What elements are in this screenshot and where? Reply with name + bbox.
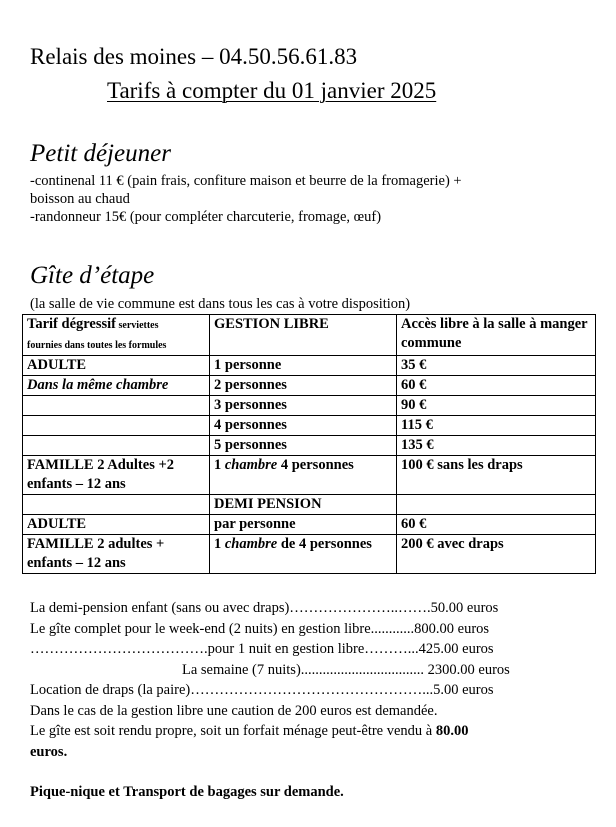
cell-price-100: 100 € sans les draps: [397, 456, 596, 495]
table-row: [23, 396, 596, 416]
header-acces-libre: Accès libre à la salle à manger commune: [397, 315, 596, 356]
table-row: [23, 315, 596, 356]
cell-famille-2-chambre: [210, 535, 397, 574]
chambre-persons: de 4 personnes: [277, 536, 372, 552]
cell-empty: [23, 396, 210, 416]
caution-line: Dans le cas de la gestion libre une caution de 200 euros est demandée.: [30, 702, 438, 719]
cell-empty: [23, 495, 210, 515]
cell-empty: [23, 436, 210, 456]
cell-1-personne: 1 personne: [210, 356, 397, 376]
serviettes-note: serviettes: [116, 320, 159, 331]
table-row: [23, 456, 596, 495]
contact-line: Relais des moines – 04.50.56.61.83: [30, 44, 358, 69]
price-line-demi-pension-enfant: La demi-pension enfant (sans ou avec draps)…………………..…….50.00 euros: [30, 600, 499, 616]
price-line-draps: Location de draps (la paire)…………………………………………...5.00 euros: [30, 682, 494, 698]
cell-price-115: 115 €: [397, 416, 596, 436]
menage-text: Le gîte est soit rendu propre, soit un forfait ménage peut-être vendu à: [30, 723, 436, 739]
cell-price-35: 35 €: [397, 356, 596, 376]
chambre-word: chambre: [224, 457, 278, 473]
cell-famille-2: FAMILLE 2 adultes + enfants – 12 ans: [23, 535, 210, 574]
table-row: [23, 436, 596, 456]
cell-adulte-dp: ADULTE: [23, 515, 210, 535]
tarif-degressif-label: Tarif dégressif: [27, 316, 117, 332]
price-line-semaine: La semaine (7 nuits).................................. 2300.00 euros: [182, 661, 510, 678]
table-row: [23, 356, 596, 376]
petit-dejeuner-desc: [30, 172, 462, 226]
cell-2-personnes: 2 personnes: [210, 376, 397, 396]
table-row: [23, 535, 596, 574]
cell-famille-1-chambre: [210, 456, 397, 495]
serviettes-note-2: fournies dans toutes les formules: [27, 340, 167, 351]
gite-note: (la salle de vie commune est dans tous les cas à votre disposition): [30, 296, 411, 312]
table-row: [23, 416, 596, 436]
cell-demi-pension: DEMI PENSION: [210, 495, 397, 515]
menage-line: [30, 721, 510, 742]
cell-price-60-dp: 60 €: [397, 515, 596, 535]
continental-line-2: boisson au chaud: [30, 191, 130, 207]
cell-empty: [23, 416, 210, 436]
tarifs-heading: Tarifs à compter du 01 janvier 2025: [107, 78, 437, 103]
cell-empty: [397, 495, 596, 515]
table-row: [23, 495, 596, 515]
cell-meme-chambre: Dans la même chambre: [23, 376, 210, 396]
table-row: [23, 376, 596, 396]
chambre-count: 1: [214, 536, 225, 552]
header-gestion-libre: GESTION LIBRE: [210, 315, 397, 356]
cell-price-135: 135 €: [397, 436, 596, 456]
price-list: [30, 598, 510, 803]
cell-adulte: ADULTE: [23, 356, 210, 376]
petit-dejeuner-title: Petit déjeuner: [30, 140, 171, 167]
cell-5-personnes: 5 personnes: [210, 436, 397, 456]
continental-line: -continenal 11 € (pain frais, confiture maison et beurre de la fromagerie) +: [30, 173, 462, 189]
randonneur-line: -randonneur 15€ (pour compléter charcuterie, fromage, œuf): [30, 209, 382, 225]
chambre-persons: 4 personnes: [277, 457, 354, 473]
cell-par-personne: par personne: [210, 515, 397, 535]
cell-price-90: 90 €: [397, 396, 596, 416]
menage-line-2: euros.: [30, 743, 68, 760]
pique-nique-line: Pique-nique et Transport de bagages sur demande.: [30, 784, 344, 800]
cell-4-personnes: 4 personnes: [210, 416, 397, 436]
table-row: [23, 515, 596, 535]
header-tarif: [23, 315, 210, 356]
cell-price-200: 200 € avec draps: [397, 535, 596, 574]
cell-price-60: 60 €: [397, 376, 596, 396]
spacer: [30, 762, 510, 782]
price-line-week-end: Le gîte complet pour le week-end (2 nuits) en gestion libre............800.00 euros: [30, 620, 490, 637]
cell-famille-1: FAMILLE 2 Adultes +2 enfants – 12 ans: [23, 456, 210, 495]
chambre-word: chambre: [224, 536, 278, 552]
rates-table: [22, 314, 596, 574]
menage-price: 80.00: [435, 723, 469, 739]
price-line-1-nuit: ……………………………….pour 1 nuit en gestion libre………...425.00 euros: [30, 641, 494, 657]
gite-title: Gîte d’étape: [30, 262, 155, 289]
cell-3-personnes: 3 personnes: [210, 396, 397, 416]
chambre-count: 1: [214, 457, 225, 473]
